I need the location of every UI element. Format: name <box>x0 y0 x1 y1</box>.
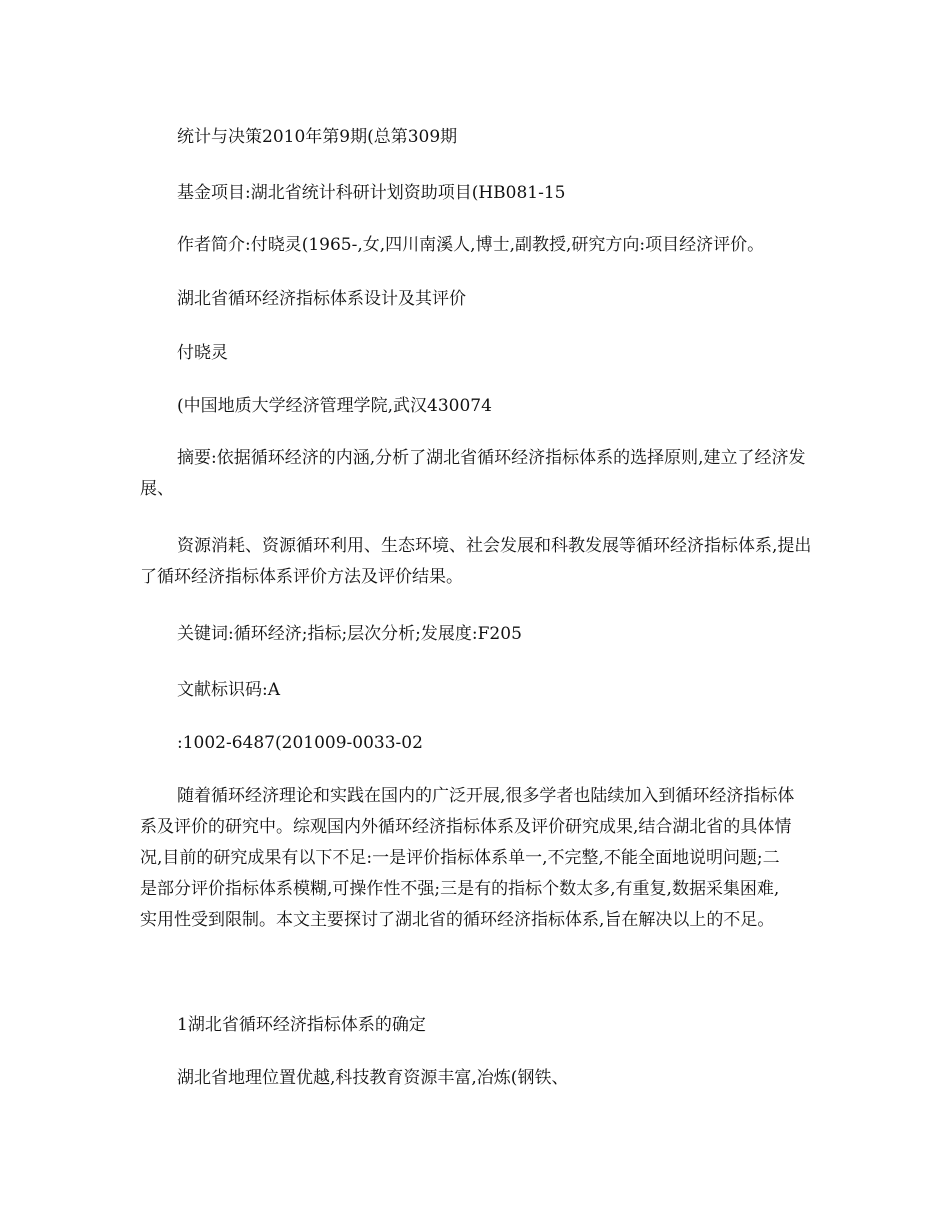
fund-project-line: 基金项目:湖北省统计科研计划资助项目(HB081-15 <box>177 183 566 203</box>
article-number-line: :1002-6487(201009-0033-02 <box>177 733 423 753</box>
document-code-line: 文献标识码:A <box>177 680 281 700</box>
author-affiliation: (中国地质大学经济管理学院,武汉430074 <box>177 396 492 416</box>
intro-paragraph: 随着循环经济理论和实践在国内的广泛开展,很多学者也陆续加入到循环经济指标体系及评价的研究中。综观国内外循环经济指标体系及评价研究成果,结合湖北省的具体情况,目前的研究成果有以下不足:一是评价指标体系单一,不完整,不能全面地说明问题;二是部分评价指标体系模糊,可操作性不强;三是有的指标个数太多,有重复,数据采集困难,实用性受到限制。本文主要探讨了湖北省的循环经济指标体系,旨在解决以上的不足。 <box>140 786 795 930</box>
abstract-part-2: 资源消耗、资源循环利用、生态环境、社会发展和科教发展等循环经济指标体系,提出了循环经济指标体系评价方法及评价结果。 <box>140 536 812 587</box>
keywords-line: 关键词:循环经济;指标;层次分析;发展度:F205 <box>177 624 522 644</box>
journal-issue-line: 统计与决策2010年第9期(总第309期 <box>177 127 458 147</box>
author-name: 付晓灵 <box>177 343 228 363</box>
abstract-part-1: 摘要:依据循环经济的内涵,分析了湖北省循环经济指标体系的选择原则,建立了经济发展、 <box>140 448 806 499</box>
section-1-paragraph-start: 湖北省地理位置优越,科技教育资源丰富,冶炼(钢铁、 <box>177 1068 569 1088</box>
article-title: 湖北省循环经济指标体系设计及其评价 <box>177 289 466 309</box>
section-heading-1: 1湖北省循环经济指标体系的确定 <box>177 1015 426 1035</box>
author-bio-line: 作者简介:付晓灵(1965-,女,四川南溪人,博士,副教授,研究方向:项目经济评价。 <box>177 235 765 255</box>
